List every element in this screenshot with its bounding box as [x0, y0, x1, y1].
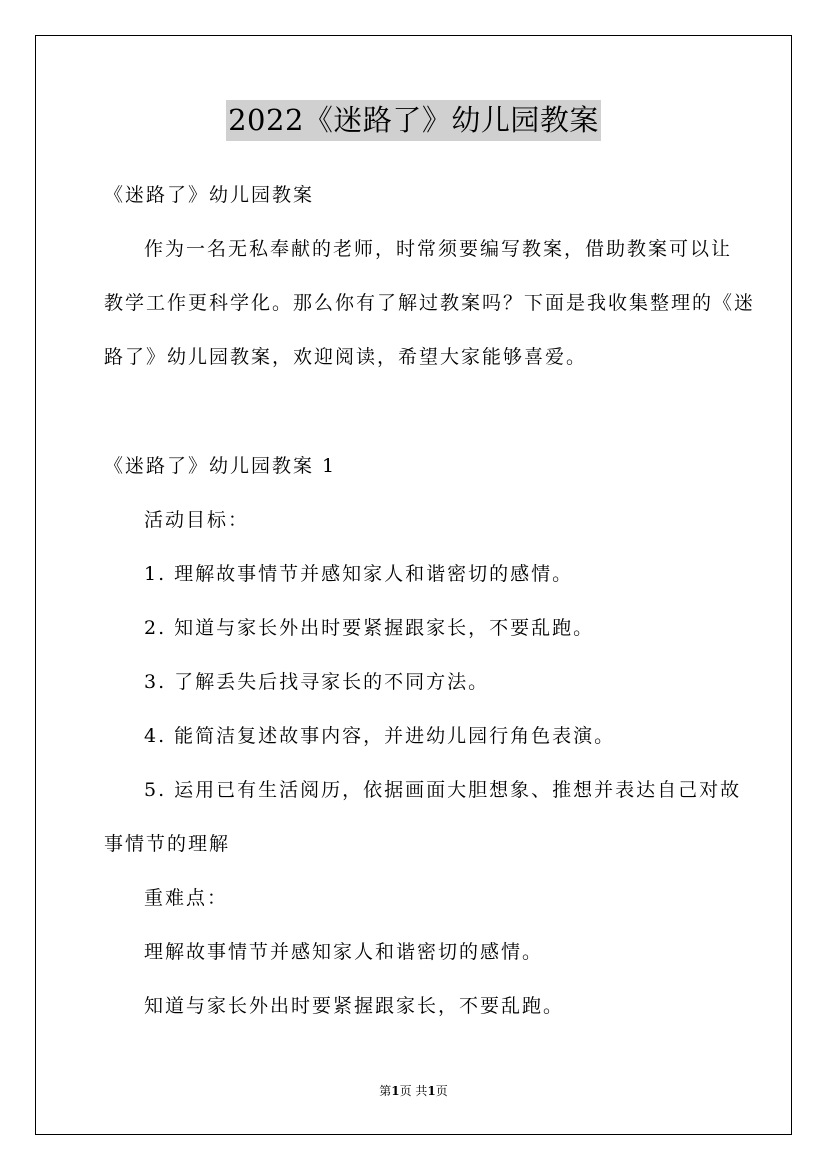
goal-item-5: 5. 运用已有生活阅历，依据画面大胆想象、推想并表达自己对故 [144, 779, 742, 801]
key-point-1: 理解故事情节并感知家人和谐密切的感情。 [144, 941, 544, 963]
footer-total-pages: 1 [427, 1084, 436, 1098]
goal-item-1: 1. 理解故事情节并感知家人和谐密切的感情。 [144, 563, 574, 585]
footer-page-number: 1 [391, 1084, 400, 1098]
goals-heading: 活动目标： [144, 509, 250, 531]
intro-line-2: 教学工作更科学化。那么你有了解过教案吗？下面是我收集整理的《迷 [104, 292, 756, 314]
intro-line-1: 作为一名无私奉献的老师，时常须要编写教案，借助教案可以让 [144, 238, 733, 260]
goal-item-5-continuation: 事情节的理解 [104, 833, 231, 855]
section-heading: 《迷路了》幼儿园教案 1 [104, 455, 337, 477]
footer-prefix: 第 [379, 1084, 392, 1098]
footer-suffix: 页 [435, 1084, 448, 1098]
key-point-2: 知道与家长外出时要紧握跟家长，不要乱跑。 [144, 995, 565, 1017]
footer-mid: 页 共 [399, 1084, 428, 1098]
document-subtitle: 《迷路了》幼儿园教案 [104, 184, 315, 206]
goal-item-2: 2. 知道与家长外出时要紧握跟家长，不要乱跑。 [144, 617, 595, 639]
goal-item-4: 4. 能简洁复述故事内容，并进幼儿园行角色表演。 [144, 725, 616, 747]
page-footer [0, 1083, 827, 1099]
key-points-heading: 重难点： [144, 887, 229, 909]
intro-line-3: 路了》幼儿园教案，欢迎阅读，希望大家能够喜爱。 [104, 346, 588, 368]
document-title: 2022《迷路了》幼儿园教案 [226, 100, 601, 141]
goal-item-3: 3. 了解丢失后找寻家长的不同方法。 [144, 671, 490, 693]
title-container [0, 100, 827, 141]
